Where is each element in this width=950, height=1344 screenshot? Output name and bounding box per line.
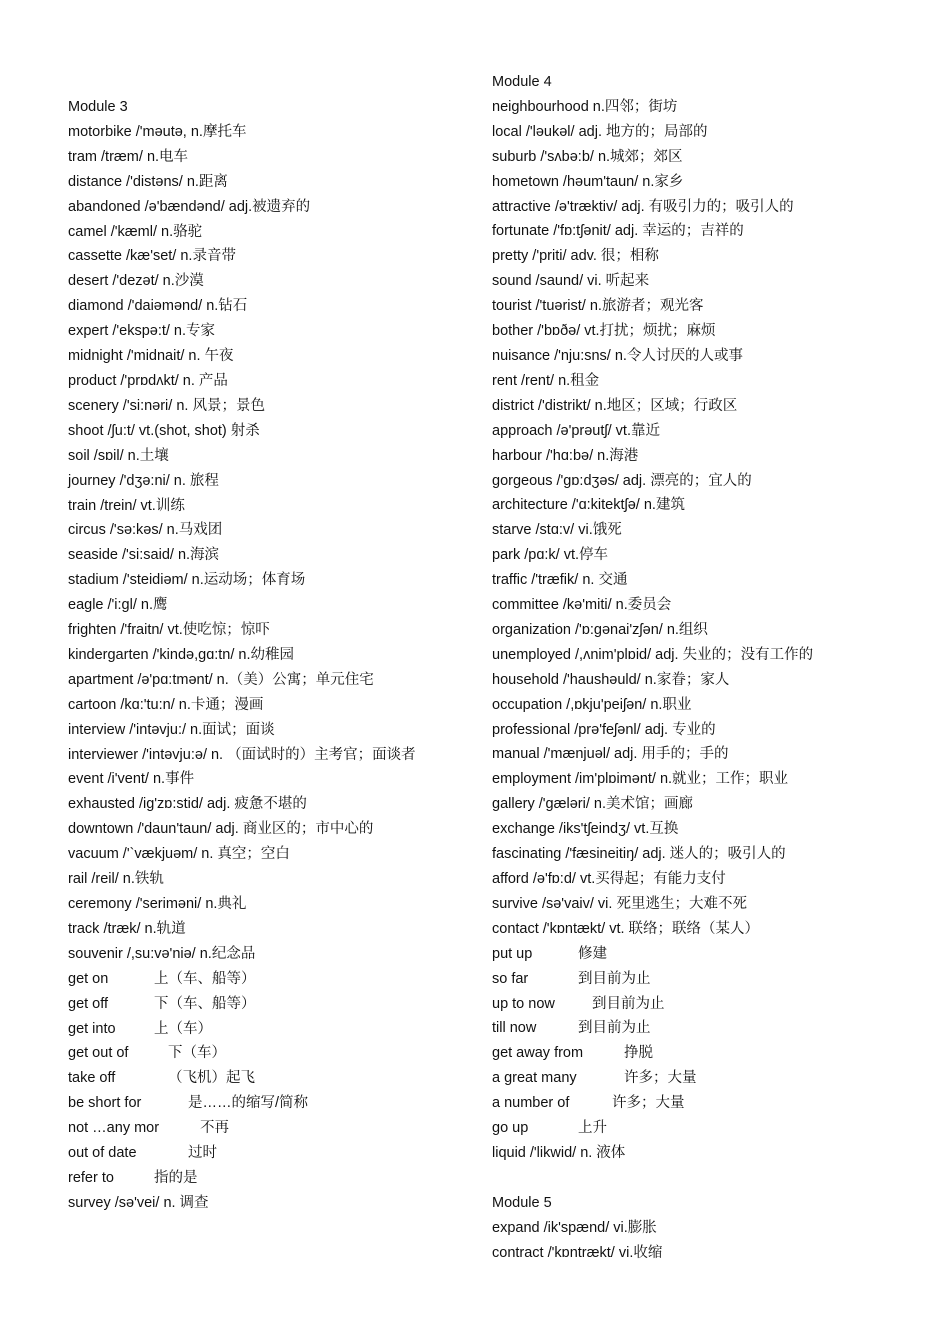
module-3-vocab-list-continued <box>68 767 468 966</box>
phrase-english: out of date <box>68 1145 137 1162</box>
phrase-english: refer to <box>68 1169 114 1186</box>
phrase-chinese: 上升 <box>578 1120 607 1137</box>
phrase-chinese: 挣脱 <box>624 1045 653 1062</box>
vocab-entry: organization /'ɒ:gənai'zʃən/ n.组织 <box>492 621 708 638</box>
vocab-entry: employment /im'plɒimənt/ n.就业；工作；职业 <box>492 771 789 788</box>
phrase-chinese: （飞机）起飞 <box>168 1070 255 1087</box>
phrase-english: a great many <box>492 1070 577 1087</box>
vocab-entry: nuisance /'nju:sns/ n.令人讨厌的人或事 <box>492 347 743 364</box>
vocab-entry: soil /sɒil/ n.土壤 <box>68 447 169 464</box>
vocab-entry: circus /'sə:kəs/ n.马戏团 <box>68 522 223 539</box>
phrase-chinese: 上（车） <box>154 1020 212 1037</box>
vocab-entry: harbour /'hɑ:bə/ n.海港 <box>492 447 639 464</box>
vocab-entry: expert /'ekspə:t/ n.专家 <box>68 323 216 340</box>
vocab-entry: starve /stɑ:v/ vi.饿死 <box>492 522 622 539</box>
vocab-entry: ceremony /'seriməni/ n.典礼 <box>68 896 247 912</box>
phrase-english: take off <box>68 1070 116 1087</box>
vocab-entry: district /'distrikt/ n.地区；区域；行政区 <box>492 397 738 414</box>
vocab-entry: gallery /'gæləri/ n.美术馆；画廊 <box>492 796 693 813</box>
phrase-entry <box>492 1041 912 1066</box>
vocab-entry: unemployed /,ʌnim'plɒid/ adj. 失业的；没有工作的 <box>492 646 814 663</box>
vocab-entry: survey /sə'vei/ n. 调查 <box>68 1194 209 1211</box>
vocab-entry: sound /saund/ vi. 听起来 <box>492 273 650 290</box>
vocab-entry: distance /'distəns/ n.距离 <box>68 173 228 190</box>
phrase-chinese: 过时 <box>188 1145 217 1162</box>
vocab-entry: contract /'kɒntrækt/ vi.收缩 <box>492 1244 663 1261</box>
phrase-chinese: 不再 <box>200 1120 229 1137</box>
vocab-entry: exhausted /ig'zɒ:stid/ adj. 疲惫不堪的 <box>68 796 307 813</box>
vocab-entry: journey /'dʒə:ni/ n. 旅程 <box>68 472 219 489</box>
phrase-english: put up <box>492 945 533 962</box>
phrase-entry <box>492 1016 912 1041</box>
vocab-entry: committee /kə'miti/ n.委员会 <box>492 597 672 614</box>
vocab-entry: contact /'kɒntækt/ vt. 联络；联络（某人） <box>492 920 760 937</box>
phrase-english: get off <box>68 995 109 1012</box>
phrase-entry <box>68 1116 468 1141</box>
phrase-entry <box>68 1066 468 1091</box>
phrase-entry <box>492 1066 912 1091</box>
phrase-english: so far <box>492 970 529 987</box>
phrase-entry <box>68 967 468 992</box>
phrase-english: get into <box>68 1020 116 1037</box>
vocab-entry: apartment /ə'pɑ:tmənt/ n.（美）公寓；单元住宅 <box>68 671 374 688</box>
vocab-entry: midnight /'midnait/ n. 午夜 <box>68 348 234 365</box>
phrase-entry <box>68 1041 468 1066</box>
phrase-chinese: 到目前为止 <box>578 970 651 987</box>
vocab-entry: rail /reil/ n.铁轨 <box>68 871 164 888</box>
phrase-chinese: 到目前为止 <box>578 1020 651 1037</box>
module-5-vocab-list <box>492 1216 912 1266</box>
vocab-entry: rent /rent/ n.租金 <box>492 372 600 389</box>
vocab-entry: pretty /'priti/ adv. 很；相称 <box>492 248 659 265</box>
vocab-entry: hometown /həum'taun/ n.家乡 <box>492 173 684 190</box>
vocab-entry: household /'haushəuld/ n.家眷；家人 <box>492 671 730 688</box>
vocab-entry: cassette /kæ'set/ n.录音带 <box>68 248 236 265</box>
phrase-english: go up <box>492 1120 529 1137</box>
module-4-phrase-list <box>492 942 912 1141</box>
phrase-entry <box>68 1166 468 1191</box>
phrase-english: get on <box>68 970 109 987</box>
phrase-chinese: 许多；大量 <box>612 1095 685 1112</box>
phrase-english: a number of <box>492 1095 570 1112</box>
module-4-vocab-list <box>492 95 912 942</box>
vocab-entry: stadium /'steidiəm/ n.运动场；体育场 <box>68 572 306 589</box>
phrase-chinese: 到目前为止 <box>592 995 665 1012</box>
vocab-entry: motorbike /'məutə, n.摩托车 <box>68 123 247 140</box>
phrase-chinese: 指的是 <box>154 1169 198 1186</box>
vocab-entry: interview /'intəvju:/ n.面试；面谈 <box>68 721 275 738</box>
phrase-chinese: 下（车） <box>168 1045 226 1062</box>
vocab-entry: scenery /'si:nəri/ n. 风景；景色 <box>68 397 265 414</box>
phrase-english: till now <box>492 1020 537 1037</box>
vocab-entry: manual /'mænjuəl/ adj. 用手的；手的 <box>492 746 729 763</box>
vocab-entry: fortunate /'fɒ:tʃənit/ adj. 幸运的；吉祥的 <box>492 223 744 240</box>
vocab-entry: professional /prə'feʃənl/ adj. 专业的 <box>492 721 716 738</box>
phrase-entry <box>492 1091 912 1116</box>
phrase-entry <box>68 1017 468 1042</box>
vocab-entry: track /træk/ n.轨道 <box>68 920 186 937</box>
vocab-entry: desert /'dezət/ n.沙漠 <box>68 273 204 290</box>
phrase-english: up to now <box>492 995 555 1012</box>
left-column <box>68 95 468 1216</box>
module-3-phrase-list <box>68 967 468 1191</box>
vocab-entry: shoot /ʃu:t/ vt.(shot, shot) 射杀 <box>68 422 260 439</box>
phrase-entry <box>68 1091 468 1116</box>
vocab-entry: seaside /'si:said/ n.海滨 <box>68 547 220 564</box>
phrase-chinese: 许多；大量 <box>624 1070 697 1087</box>
vocab-entry: survive /sə'vaiv/ vi. 死里逃生；大难不死 <box>492 895 747 912</box>
vocab-entry: eagle /'i:gl/ n.鹰 <box>68 597 168 614</box>
phrase-english: not …any mor <box>68 1120 160 1137</box>
right-column <box>492 70 912 1265</box>
vocab-entry: camel /'kæml/ n.骆驼 <box>68 223 203 240</box>
vocab-entry: bother /'bɒðə/ vt.打扰；烦扰；麻烦 <box>492 323 716 340</box>
vocab-entry: traffic /'træfik/ n. 交通 <box>492 572 628 589</box>
phrase-entry <box>68 992 468 1017</box>
vocab-entry: fascinating /'fæsineitiŋ/ adj. 迷人的；吸引人的 <box>492 846 786 863</box>
vocab-entry: kindergarten /'kində,gɑ:tn/ n.幼稚园 <box>68 646 295 663</box>
vocab-entry: exchange /iks'tʃeindʒ/ vt.互换 <box>492 821 679 838</box>
vocab-entry: local /'ləukəl/ adj. 地方的；局部的 <box>492 123 708 140</box>
module-4-heading: Module 4 <box>492 74 552 90</box>
vocab-entry: tram /træm/ n.电车 <box>68 148 189 165</box>
vocab-entry: expand /ik'spænd/ vi.膨胀 <box>492 1219 657 1236</box>
phrase-chinese: 修建 <box>578 945 607 962</box>
section-gap <box>492 1166 912 1191</box>
vocab-entry: souvenir /,su:və'niə/ n.纪念品 <box>68 945 256 962</box>
vocab-entry: approach /ə'prəutʃ/ vt.靠近 <box>492 422 660 439</box>
phrase-english: get out of <box>68 1045 129 1062</box>
phrase-english: be short for <box>68 1095 142 1112</box>
phrase-chinese: 上（车、船等） <box>154 970 256 987</box>
phrase-entry <box>492 1116 912 1141</box>
phrase-entry <box>492 942 912 967</box>
vocab-entry: cartoon /kɑ:'tu:n/ n.卡通；漫画 <box>68 696 264 713</box>
vocab-entry: suburb /'sʌbə:b/ n.城郊；郊区 <box>492 148 683 165</box>
phrase-entry <box>68 1141 468 1166</box>
vocab-entry: interviewer /'intəvju:ə/ n. （面试时的）主考官；面谈者 <box>68 746 416 763</box>
vocab-entry: diamond /'daiəmənd/ n.钻石 <box>68 298 248 315</box>
phrase-chinese: 下（车、船等） <box>154 995 256 1012</box>
vocab-entry: liquid /'likwid/ n. 液体 <box>492 1144 626 1161</box>
phrase-chinese: 是……的缩写/简称 <box>188 1095 309 1112</box>
module-3-vocab-list <box>68 120 468 743</box>
vocab-entry: frighten /'fraitn/ vt.使吃惊；惊吓 <box>68 622 270 639</box>
phrase-entry <box>492 992 912 1017</box>
vocab-entry: occupation /,ɒkju'peiʃən/ n.职业 <box>492 696 692 713</box>
vocab-entry: downtown /'daun'taun/ adj. 商业区的；市中心的 <box>68 821 374 838</box>
vocab-entry: afford /ə'fɒ:d/ vt.买得起；有能力支付 <box>492 871 726 887</box>
vocab-entry: architecture /'ɑ:kitektʃə/ n.建筑 <box>492 497 685 514</box>
module-3-heading: Module 3 <box>68 99 128 115</box>
vocab-entry: tourist /'tuərist/ n.旅游者；观光客 <box>492 298 704 315</box>
vocab-entry: product /'prɒdʌkt/ n. 产品 <box>68 372 228 389</box>
vocab-entry: neighbourhood n.四邻；街坊 <box>492 98 678 115</box>
phrase-entry <box>492 967 912 992</box>
vocab-entry: train /trein/ vt.训练 <box>68 497 185 514</box>
vocab-entry: abandoned /ə'bændənd/ adj.被遗弃的 <box>68 198 311 215</box>
vocab-entry: park /pɑ:k/ vt.停车 <box>492 547 609 564</box>
vocab-entry: attractive /ə'træktiv/ adj. 有吸引力的；吸引人的 <box>492 198 794 215</box>
vocab-entry: vacuum /'`vækjuəm/ n. 真空；空白 <box>68 846 290 863</box>
vocab-entry: gorgeous /'gɒ:dʒəs/ adj. 漂亮的；宜人的 <box>492 472 752 489</box>
phrase-english: get away from <box>492 1045 584 1062</box>
vocab-entry: event /i'vent/ n.事件 <box>68 771 195 788</box>
module-5-heading: Module 5 <box>492 1194 552 1211</box>
